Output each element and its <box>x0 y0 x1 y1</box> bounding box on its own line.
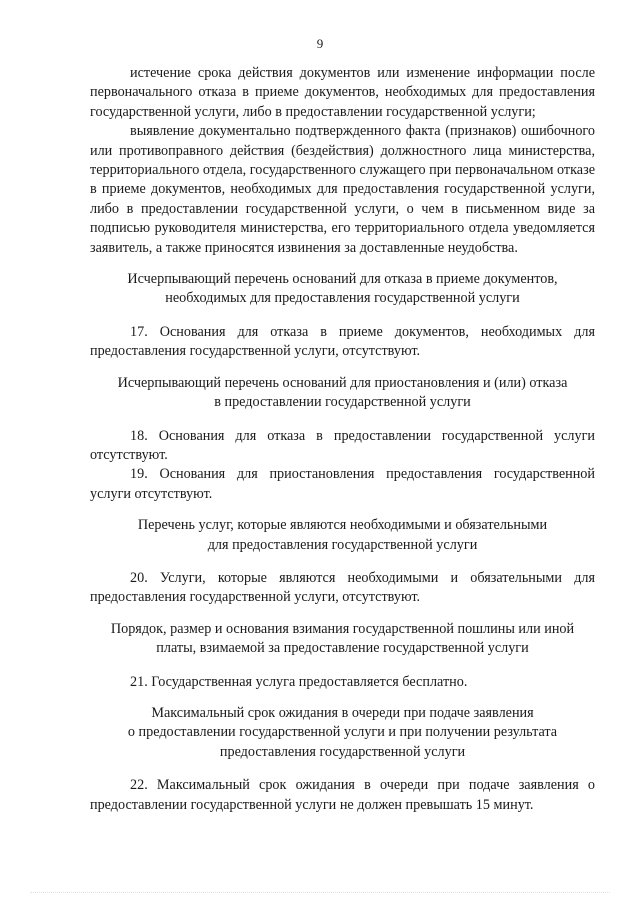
section-heading-fees <box>90 620 595 659</box>
paragraph-error-detection: выявление документально подтвержденного факта (признаков) ошибочного или противоправного действия (бездействия) должностного лица министерства, территориального отдела, государственного служащего при первоначальном отказе в приеме документов, необходимых для предоставления государственной услуги, либо в предоставлении государственной услуги, о чем в письменном виде за подписью руководителя министерства, его территориального отдела уведомляется заявитель, а также приносятся извинения за доставленные неудобства. <box>90 123 595 256</box>
heading-line: Максимальный срок ожидания в очереди при подаче заявления <box>151 704 534 721</box>
section-heading-refusal-reception <box>90 270 595 309</box>
paragraph-22: 22. Максимальный срок ожидания в очереди при подаче заявления о предоставлении государственной услуги не должен превышать 15 минут. <box>90 777 595 813</box>
page-number: 9 <box>316 36 324 51</box>
heading-line: Перечень услуг, которые являются необходимыми и обязательными <box>137 517 548 534</box>
paragraph-expiry: истечение срока действия документов или изменение информации после первоначального отказа в приеме документов, необходимых для предоставления государственной услуги, либо в предоставлении государственной услуги; <box>90 65 595 120</box>
paragraph-20: 20. Услуги, которые являются необходимыми и обязательными для предоставления государственной услуги, отсутствуют. <box>90 569 595 606</box>
heading-line: платы, взимаемой за предоставление государственной услуги <box>156 640 529 657</box>
heading-line: для предоставления государственной услуги <box>207 536 478 553</box>
section-heading-queue-time <box>90 704 595 762</box>
heading-line: о предоставлении государственной услуги и при получении результата <box>127 724 558 741</box>
scan-footer-marks <box>30 892 610 899</box>
heading-line: в предоставлении государственной услуги <box>214 394 471 411</box>
heading-line: Исчерпывающий перечень оснований для приостановления и (или) отказа <box>117 374 568 391</box>
section-heading-suspension <box>90 374 595 413</box>
heading-line: Исчерпывающий перечень оснований для отказа в приеме документов, <box>127 271 558 288</box>
heading-line: необходимых для предоставления государственной услуги <box>165 290 520 307</box>
paragraph-21: 21. Государственная услуга предоставляется бесплатно. <box>130 673 468 690</box>
paragraph-17: 17. Основания для отказа в приеме документов, необходимых для предоставления государственной услуги, отсутствуют. <box>90 323 595 360</box>
heading-line: предоставления государственной услуги <box>219 743 466 760</box>
section-heading-required-services <box>90 516 595 555</box>
document-body <box>90 64 595 815</box>
paragraph-19: 19. Основания для приостановления предоставления государственной услуги отсутствуют. <box>90 466 595 502</box>
paragraph-18: 18. Основания для отказа в предоставлении государственной услуги отсутствуют. <box>90 427 595 463</box>
heading-line: Порядок, размер и основания взимания государственной пошлины или иной <box>110 620 575 637</box>
